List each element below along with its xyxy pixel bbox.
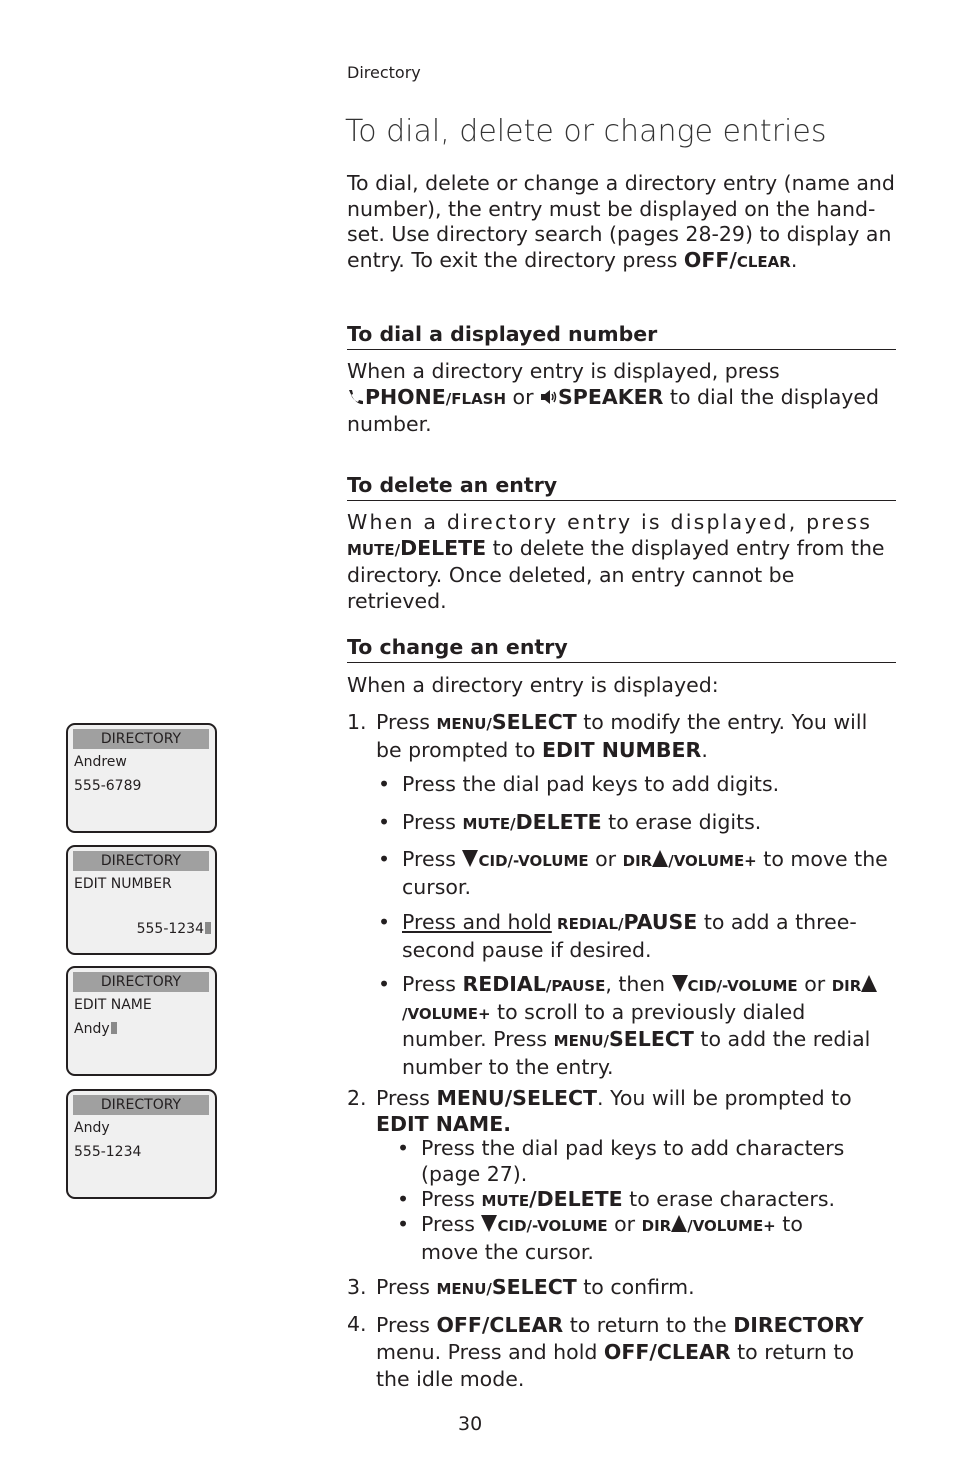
- section-header: Directory: [347, 63, 421, 82]
- s3-text: to confirm.: [576, 1275, 695, 1299]
- step-3-text: [376, 1275, 896, 1303]
- delete-heading: To delete an entry: [347, 473, 896, 501]
- dial-or: or: [506, 384, 541, 409]
- change-heading: To change an entry: [347, 635, 896, 663]
- speaker-key: SPEAKER: [558, 384, 664, 409]
- dial-heading: To dial a displayed number: [347, 322, 896, 350]
- screen-line-2: 555-1234: [74, 1144, 142, 1160]
- b4-text: to add a three-second pause if desired.: [402, 910, 857, 962]
- intro-paragraph: [347, 171, 896, 275]
- speaker-icon: [540, 388, 558, 406]
- delete-key: /DELETE: [529, 1187, 623, 1211]
- cid-volume-key: CID/-VOLUME: [687, 977, 798, 995]
- dial-paragraph: [347, 359, 896, 438]
- delete-key: DELETE: [400, 535, 487, 560]
- change-intro: When a directory entry is displayed:: [347, 673, 719, 697]
- step-1-t1: to modify the entry. You will be prompted to: [376, 710, 868, 762]
- pause-key: /PAUSE: [545, 977, 606, 995]
- b5-press: Press: [402, 972, 463, 996]
- b5-then: , then: [605, 972, 672, 996]
- screen-title: DIRECTORY: [73, 1095, 209, 1115]
- c2-text: to erase characters.: [622, 1187, 836, 1211]
- bullet-1: •: [378, 772, 391, 796]
- step-1-bullet-4: [402, 910, 896, 963]
- dial-text-1: When a directory entry is displayed, press: [347, 359, 780, 383]
- triangle-up-icon: [861, 975, 877, 992]
- step-1-end: .: [701, 737, 708, 762]
- page-title: To dial, delete or change entries: [345, 114, 827, 149]
- step-1-press: Press: [376, 710, 437, 734]
- triangle-down-icon: [462, 850, 478, 867]
- b3-or: or: [588, 847, 623, 871]
- step-2-bullet-2: [421, 1187, 896, 1215]
- bullet-3: •: [378, 847, 391, 871]
- screen-title: DIRECTORY: [73, 729, 209, 749]
- bullet-5: •: [378, 972, 391, 996]
- screen-line-1: Andy: [74, 1120, 110, 1136]
- dir-key: DIR: [622, 852, 653, 870]
- b5-text-1: to scroll to a previously dialed number. Press: [402, 999, 806, 1051]
- step-4-text: [376, 1312, 876, 1393]
- bullet-6: •: [397, 1136, 410, 1160]
- triangle-down-icon: [481, 1215, 497, 1232]
- screen-title: DIRECTORY: [73, 972, 209, 992]
- b3-text: to move the cursor.: [402, 847, 888, 899]
- delete-text-2: to delete the displayed entry from the directory. Once deleted, an entry cannot be retrieved.: [347, 535, 885, 613]
- step-2-bullet-1: Press the dial pad keys to add characters (page 27).: [421, 1136, 845, 1186]
- dir-key: DIR: [641, 1217, 672, 1235]
- triangle-up-icon: [652, 850, 668, 867]
- bullet-4: •: [378, 910, 391, 934]
- step-1-bullet-5: [402, 972, 896, 1080]
- handset-screen-3: [66, 966, 217, 1076]
- handset-screen-2: [66, 845, 217, 955]
- c2-press: Press: [421, 1187, 482, 1211]
- page-number: 30: [458, 1413, 483, 1435]
- b2-press: Press: [402, 810, 463, 834]
- cid-volume-key: CID/-VOLUME: [497, 1217, 608, 1235]
- select-key: SELECT: [609, 1027, 694, 1051]
- off-key: OFF/: [683, 247, 737, 272]
- pause-key: PAUSE: [623, 910, 698, 934]
- s4-text-3: to return to the idle mode.: [376, 1340, 854, 1391]
- delete-key: DELETE: [515, 810, 602, 834]
- bullet-2: •: [378, 810, 391, 834]
- step-4-number: 4.: [347, 1312, 367, 1336]
- step-1-text: [376, 710, 896, 763]
- s4-text-2: menu. Press and hold: [376, 1340, 604, 1364]
- handset-screen-4: [66, 1089, 217, 1199]
- step-2-text: [376, 1086, 896, 1137]
- b5-or: or: [797, 972, 832, 996]
- screen-line-1: EDIT NUMBER: [74, 876, 172, 892]
- phone-key: PHONE: [365, 384, 446, 409]
- b5-text-2: to add the redial number to the entry.: [402, 1027, 871, 1079]
- redial-key: REDIAL: [462, 972, 546, 996]
- b3-press: Press: [402, 847, 463, 871]
- off-clear-key: OFF/CLEAR: [436, 1313, 564, 1337]
- s4-text-1: to return to the: [563, 1313, 734, 1337]
- redial-key: REDIAL/: [551, 915, 624, 933]
- volume-plus-key: /VOLUME+: [402, 1004, 491, 1023]
- delete-paragraph: [347, 510, 896, 614]
- screen-line-3: [137, 921, 211, 937]
- delete-text-1: When a directory entry is displayed, press: [347, 510, 873, 534]
- step-1-bullet-2: [402, 810, 896, 838]
- screen-line-1: EDIT NAME: [74, 997, 152, 1013]
- screen-title: DIRECTORY: [73, 851, 209, 871]
- mute-key: MUTE: [481, 1192, 530, 1210]
- s2-text: . You will be prompted to: [597, 1086, 852, 1110]
- off-clear-key: OFF/CLEAR: [603, 1340, 731, 1364]
- bullet-7: •: [397, 1187, 410, 1211]
- volume-plus-key: /VOLUME+: [668, 852, 757, 870]
- volume-plus-key: /VOLUME+: [687, 1217, 776, 1235]
- intro-text: To dial, delete or change a directory entry (name and number), the entry must be displayed on the hand-set. Use directory search (pages 28-29) to display an entry. To exit the directory press: [347, 171, 895, 272]
- dir-key: DIR: [831, 977, 862, 995]
- flash-key: /FLASH: [445, 389, 507, 408]
- screen-number: 555-1234: [136, 921, 204, 937]
- cid-volume-key: CID/-VOLUME: [478, 852, 589, 870]
- s2-press: Press: [376, 1086, 437, 1110]
- dial-text-2: to dial the displayed number.: [347, 384, 880, 436]
- c3-text: to move the cursor.: [421, 1212, 803, 1264]
- handset-screen-1: [66, 723, 217, 833]
- edit-name-label: EDIT NAME.: [376, 1111, 511, 1136]
- step-1-bullet-3: [402, 847, 896, 900]
- screen-line-2: [74, 1021, 117, 1037]
- c3-press: Press: [421, 1212, 482, 1236]
- screen-line-1: Andrew: [74, 754, 127, 770]
- screen-name: Andy: [74, 1021, 110, 1037]
- triangle-down-icon: [672, 975, 688, 992]
- clear-key: CLEAR: [736, 252, 791, 271]
- screen-line-2: 555-6789: [74, 778, 142, 794]
- directory-label: DIRECTORY: [733, 1313, 864, 1337]
- select-key: SELECT: [491, 1275, 577, 1299]
- step-1-bullet-1: Press the dial pad keys to add digits.: [402, 772, 780, 796]
- c3-or: or: [607, 1212, 642, 1236]
- bullet-8: •: [397, 1212, 410, 1236]
- cursor-icon: [205, 922, 211, 934]
- phone-icon: [347, 388, 365, 406]
- press-and-hold: Press and hold: [402, 910, 552, 934]
- cursor-icon: [111, 1022, 117, 1034]
- triangle-up-icon: [671, 1215, 687, 1232]
- menu-key: MENU/: [436, 1280, 492, 1298]
- edit-number-label: EDIT NUMBER: [541, 737, 702, 762]
- s4-press: Press: [376, 1313, 437, 1337]
- step-2-bullet-3: [421, 1212, 851, 1265]
- mute-key: MUTE/: [462, 815, 516, 833]
- b2-text: to erase digits.: [601, 810, 762, 834]
- select-key: SELECT: [491, 710, 577, 734]
- step-2-number: 2.: [347, 1086, 367, 1110]
- mute-key: MUTE/: [347, 540, 401, 559]
- s3-press: Press: [376, 1275, 437, 1299]
- step-1-number: 1.: [347, 710, 367, 734]
- menu-key: MENU/: [436, 715, 492, 733]
- intro-end: .: [790, 247, 798, 272]
- step-3-number: 3.: [347, 1275, 367, 1299]
- menu-select-key: MENU/SELECT: [436, 1086, 598, 1110]
- menu-key: MENU/: [553, 1032, 610, 1050]
